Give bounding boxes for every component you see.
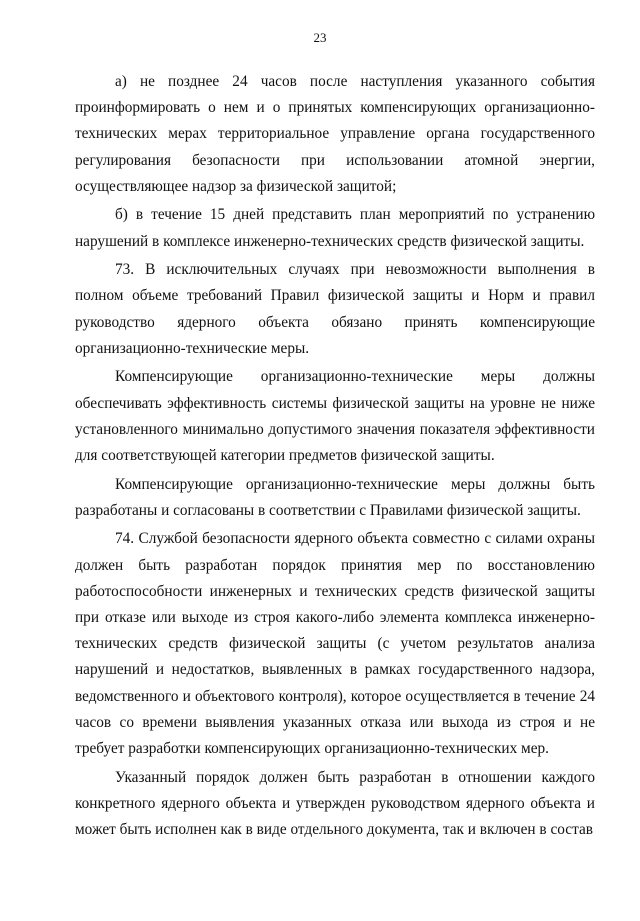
paragraph-74-procedure: Указанный порядок должен быть разработан в отношении каждого конкретного ядерного объекта и утвержден руководством ядерного объекта и может быть исполнен как в виде отдельного документа, так и включен в состав: [75, 768, 595, 839]
paragraph-73-measures: Компенсирующие организационно-технические меры должны обеспечивать эффективность системы физической защиты на уровне не ниже установленного минимально допустимого значения показателя эффективности для соответствующей категории предметов физической защиты.: [75, 368, 595, 465]
paragraph-73-approval: Компенсирующие организационно-технические меры должны быть разработаны и согласованы в соответствии с Правилами физической защиты.: [75, 475, 595, 519]
paragraph-a: а) не позднее 24 часов после наступления указанного события проинформировать о нем и о принятых компенсирующих организационно-технических мерах территориальное управление органа государственного регулирования безопасности при использовании атомной энергии, осуществляющее надзор за физической защитой;: [75, 73, 595, 195]
document-body: [75, 69, 595, 846]
paragraph-73: 73. В исключительных случаях при невозможности выполнения в полном объеме требований Правил физической защиты и Норм и правил руководство ядерного объекта обязано принять компенсирующие организационно-технические меры.: [75, 261, 595, 357]
page-number: 23: [313, 30, 327, 45]
paragraph-b: б) в течение 15 дней представить план мероприятий по устранению нарушений в комплексе инженерно-технических средств физической защиты.: [75, 206, 595, 250]
paragraph-74: 74. Службой безопасности ядерного объекта совместно с силами охраны должен быть разработан порядок принятия мер по восстановлению работоспособности инженерных и технических средств физической защиты при отказе или выходе из строя какого-либо элемента комплекса инженерно-технических средств физической защиты (с учетом результатов анализа нарушений и недостатков, выявленных в рамках государственного надзора, ведомственного и объектового контроля), которое осуществляется в течение 24 часов со времени выявления указанных отказа или выхода из строя и не требует разработки компенсирующих организационно-технических мер.: [75, 530, 595, 758]
